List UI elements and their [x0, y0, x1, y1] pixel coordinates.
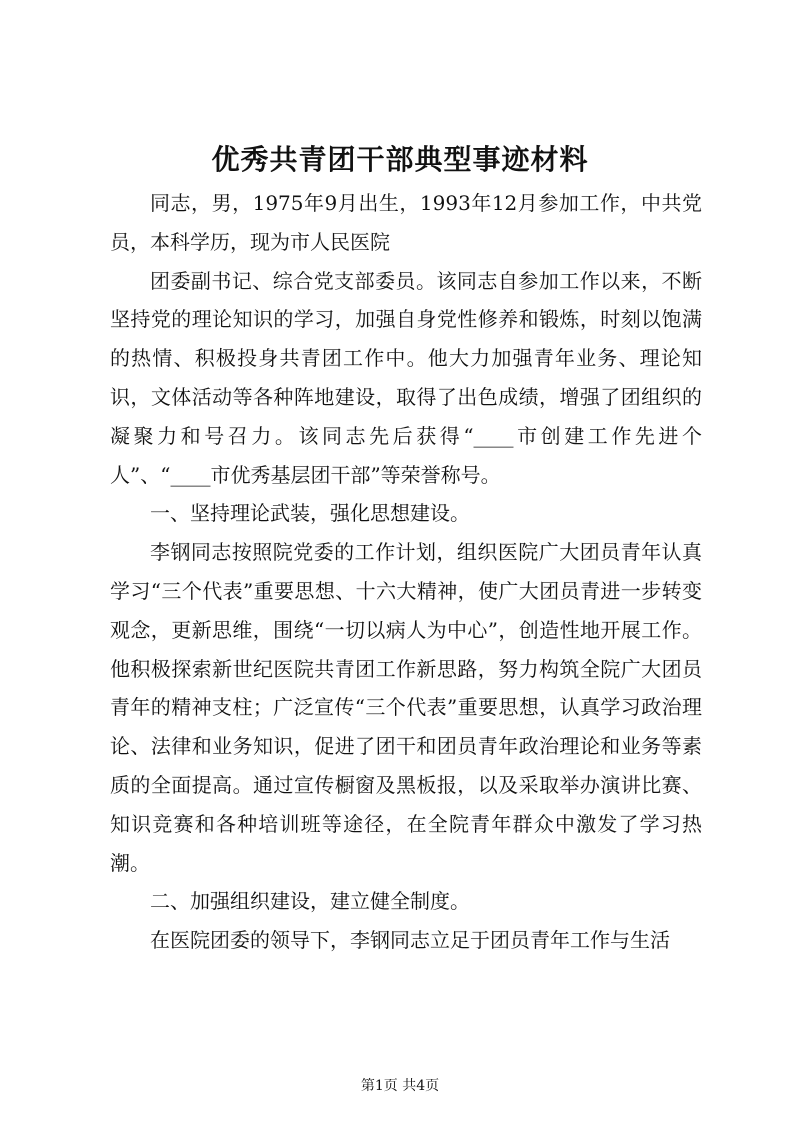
document-title: 优秀共青团干部典型事迹材料 [211, 143, 589, 176]
paragraph-section-1: 李钢同志按照院党委的工作计划，组织医院广大团员青年认真学习“三个代表”重要思想、十六大精神，使广大团员青进一步转变观念，更新思维，围绕“一切以病人为中心”，创造性地开展工作。他积极探索新世纪医院共青团工作新思路，努力构筑全院广大团员青年的精神支柱；广泛宣传“三个代表”重要思想，认真学习政治理论、法律和业务知识，促进了团干和团员青年政治理论和业务等素质的全面提高。通过宣传橱窗及黑板报，以及采取举办演讲比赛、知识竞赛和各种培训班等途径，在全院青年群众中激发了学习热潮。 [110, 540, 702, 875]
paragraph-intro: 同志，男，1975年9月出生，1993年12月参加工作，中共党员，本科学历，现为市人民医院 [110, 191, 702, 254]
document-body [110, 184, 702, 960]
paragraph-position: 团委副书记、综合党支部委员。该同志自参加工作以来，不断坚持党的理论知识的学习，加强自身党性修养和锻炼，时刻以饱满的热情、积极投身共青团工作中。他大力加强青年业务、理论知识，文体活动等各种阵地建设，取得了出色成绩，增强了团组织的凝聚力和号召力。该同志先后获得“____市创建工作先进个人”、“____市优秀基层团干部”等荣誉称号。 [110, 268, 702, 487]
section-heading-1: 一、坚持理论武装，强化思想建设。 [150, 501, 470, 526]
section-heading-2: 二、加强组织建设，建立健全制度。 [150, 889, 470, 914]
page-footer: 第1页 共4页 [360, 1078, 440, 1094]
paragraph-section-2: 在医院团委的领导下，李钢同志立足于团员青年工作与生活 [150, 928, 670, 953]
